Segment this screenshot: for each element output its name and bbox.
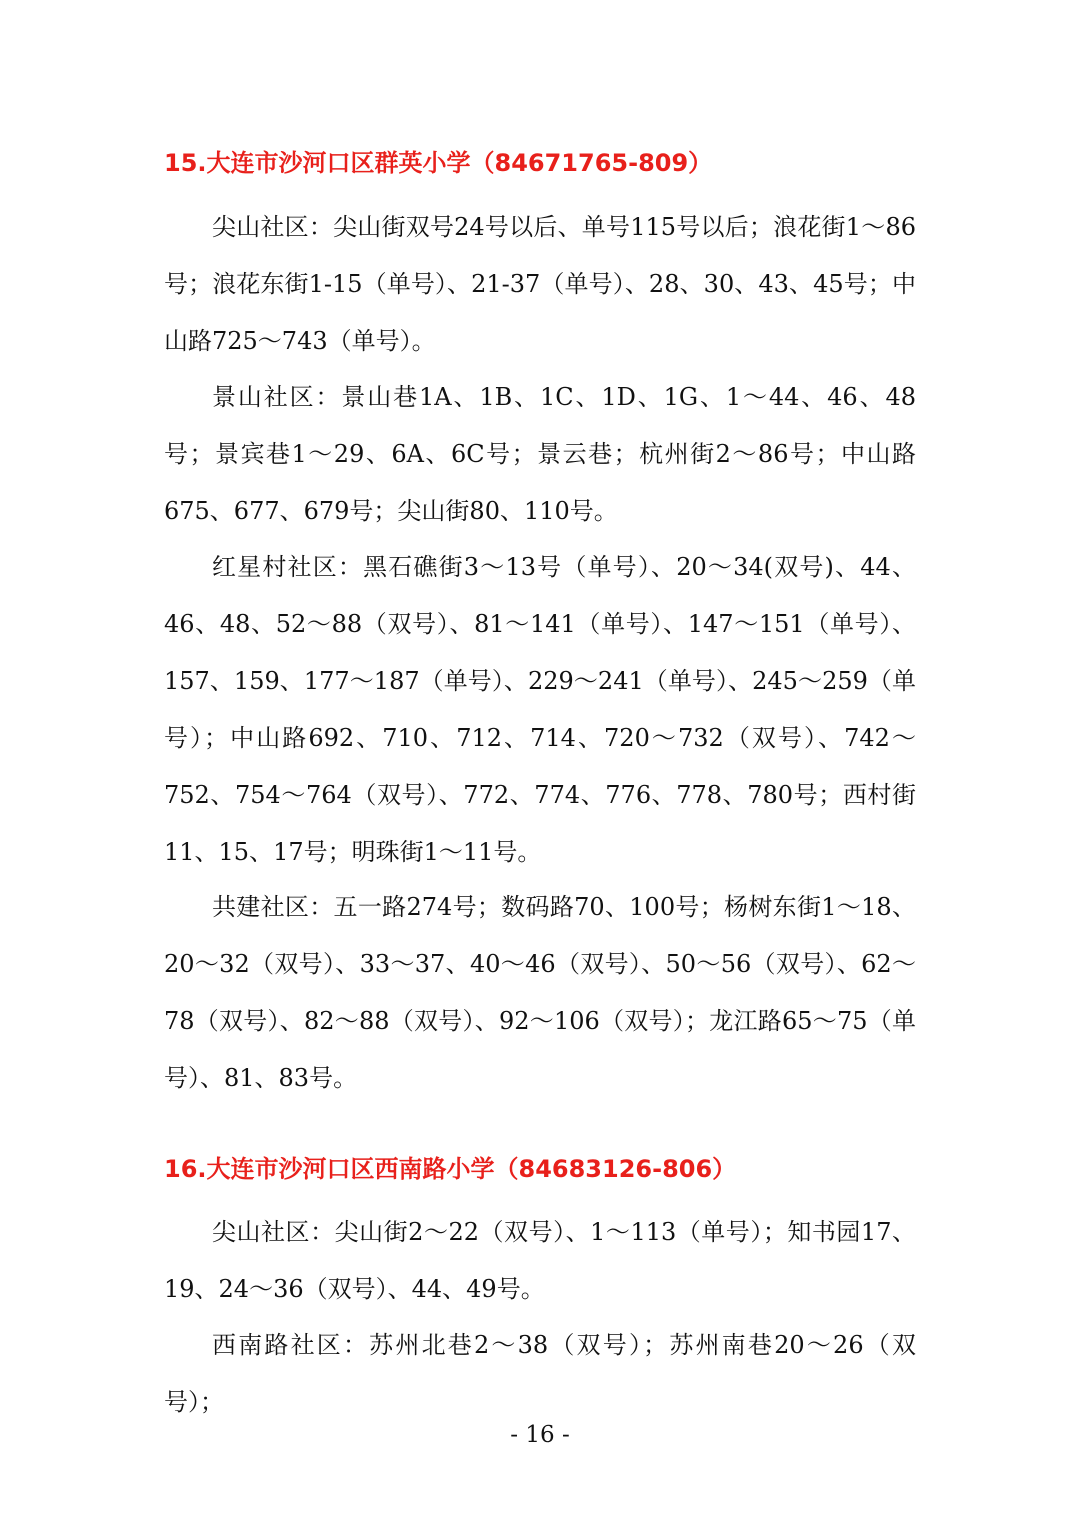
paragraph-hongxingcun-community: 红星村社区：黑石礁街3～13号（单号）、20～34(双号)、44、46、48、52～88（双号）、81～141（单号）、147～151（单号）、157、159、177～187（单号）、229～241（单号）、245～259（单号）；中山路692、710、712、714、720～732（双号）、742～752、754～764（双号）、772、774、776、778、780号；西村街11、15、17号；明珠街1～11号。 [164,553,916,866]
paragraph-jingshan-community: 景山社区：景山巷1A、1B、1C、1D、1G、1～44、46、48号；景宾巷1～29、6A、6C号；景云巷；杭州街2～86号；中山路675、677、679号；尖山街80、110号。 [164,383,916,525]
paragraph-gongjian-community: 共建社区：五一路274号；数码路70、100号；杨树东街1～18、20～32（双号）、33～37、40～46（双号）、50～56（双号）、62～78（双号）、82～88（双号）、92～106（双号）；龙江路65～75（单号）、81、83号。 [164,893,916,1092]
page-number: - 16 - [510,1422,570,1448]
paragraph-xinanlu-community: 西南路社区：苏州北巷2～38（双号）；苏州南巷20～26（双号）； [164,1331,916,1416]
paragraph-jianshan-community: 尖山社区：尖山街双号24号以后、单号115号以后；浪花街1～86号；浪花东街1-15（单号）、21-37（单号）、28、30、43、45号；中山路725～743（单号）。 [164,213,916,355]
paragraph-jianshan-community-2: 尖山社区：尖山街2～22（双号）、1～113（单号）；知书园17、19、24～36（双号）、44、49号。 [164,1218,916,1303]
section-heading-15: 15.大连市沙河口区群英小学（84671765-809） [164,149,713,177]
section-heading-16: 16.大连市沙河口区西南路小学（84683126-806） [164,1155,737,1183]
